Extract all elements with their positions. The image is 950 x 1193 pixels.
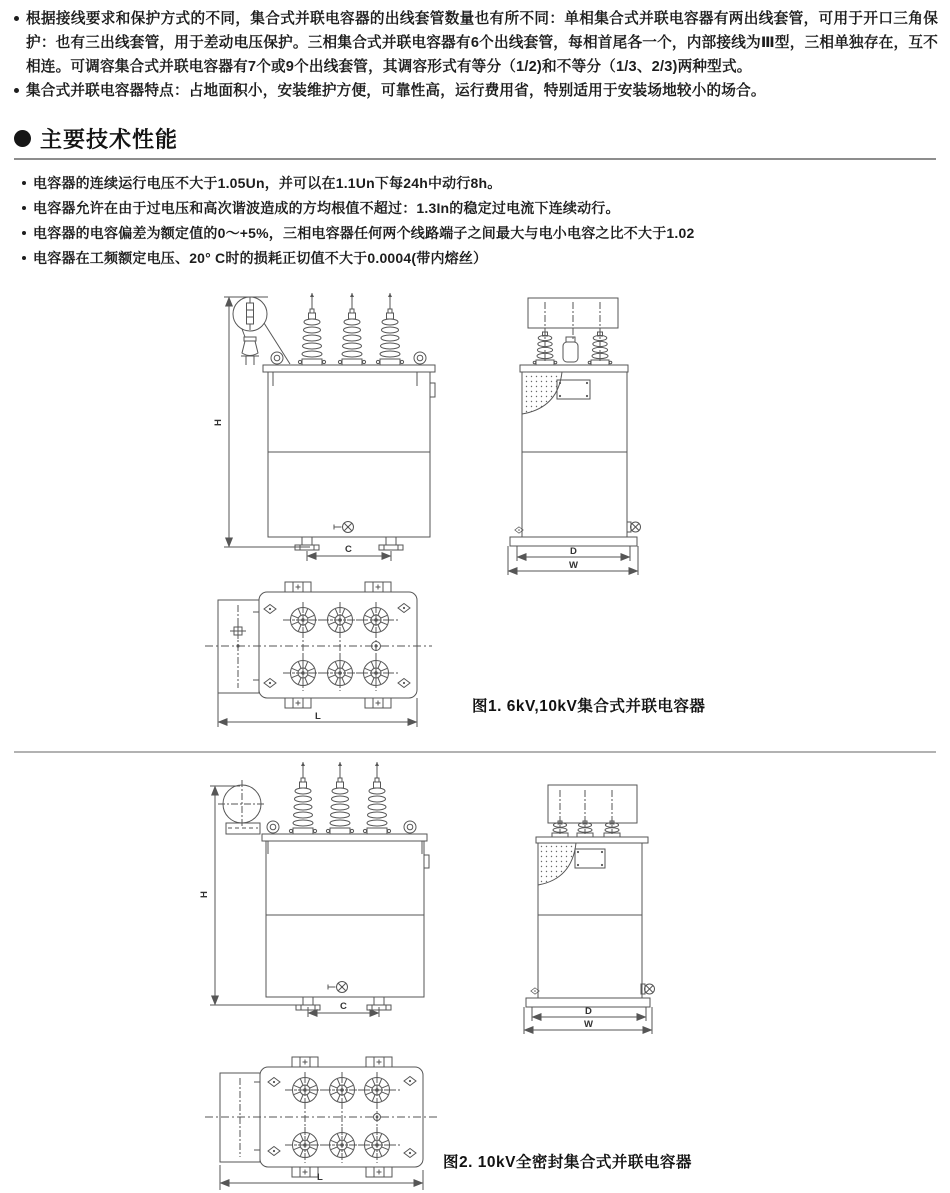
fig2-dim-label-C: C bbox=[340, 1001, 347, 1012]
figure2-front-view bbox=[210, 762, 429, 1017]
figure1-drawing bbox=[205, 293, 641, 727]
perf-bullet-text-3: 电容器的电容偏差为额定值的0～+5%，三相电容器任何两个线路端子之间最大与电小电容之比不大于1.02 bbox=[33, 225, 695, 241]
section-title: 主要技术性能 bbox=[40, 127, 179, 152]
perf-bullet-text-4: 电容器在工频额定电压、20° C时的损耗正切值不大于0.0004(带内熔丝） bbox=[33, 250, 488, 266]
fig1-dim-label-C: C bbox=[345, 544, 352, 555]
fig1-dim-label-H: H bbox=[213, 419, 224, 426]
intro-bullet-text-2: 集合式并联电容器特点：占地面积小，安装维护方便，可靠性高，运行费用省，特别适用于安装场地较小的场合。 bbox=[26, 83, 766, 99]
fig2-dim-label-W: W bbox=[584, 1019, 593, 1030]
fig1-dim-label-D: D bbox=[570, 546, 577, 557]
figure1-front-view bbox=[224, 293, 435, 561]
fig2-dim-label-L: L bbox=[317, 1172, 323, 1183]
figure2-caption: 图2. 10kV全密封集合式并联电容器 bbox=[443, 1154, 692, 1171]
figure1-side-view bbox=[508, 298, 641, 575]
figure1-top-view bbox=[205, 582, 432, 727]
fig1-dim-label-W: W bbox=[569, 560, 578, 571]
figure2-top-view bbox=[205, 1057, 438, 1190]
fig2-dim-label-H: H bbox=[199, 891, 210, 898]
fig1-dim-label-L: L bbox=[315, 711, 321, 722]
intro-bullet-text-1: 根据接线要求和保护方式的不同，集合式并联电容器的出线套管数量也有所不同：单相集合式并联电容器有两出线套管，可用于开口三角保护：也有三出线套管，用于差动电压保护。三相集合式并联电容器有6个出线套管，每相首尾各一个，内部接线为Ⅲ型，三相单独存在，互不相连。可调容集合式并联电容器有7个或9个出线套管，其调容形式有等分（1/2)和不等分（1/3、2/3)两种型式。 bbox=[26, 11, 938, 75]
figure2-drawing bbox=[199, 762, 655, 1190]
figure2-side-view bbox=[524, 785, 655, 1034]
fig2-dim-label-D: D bbox=[585, 1006, 592, 1017]
perf-bullet-text-1: 电容器的连续运行电压不大于1.05Un，并可以在1.1Un下每24h中动行8h。 bbox=[33, 175, 502, 191]
perf-bullet-text-2: 电容器允许在由于过电压和高次谐波造成的方均根值不超过：1.3In的稳定过电流下连续动行。 bbox=[33, 200, 620, 216]
figure1-caption: 图1. 6kV,10kV集合式并联电容器 bbox=[472, 698, 706, 715]
